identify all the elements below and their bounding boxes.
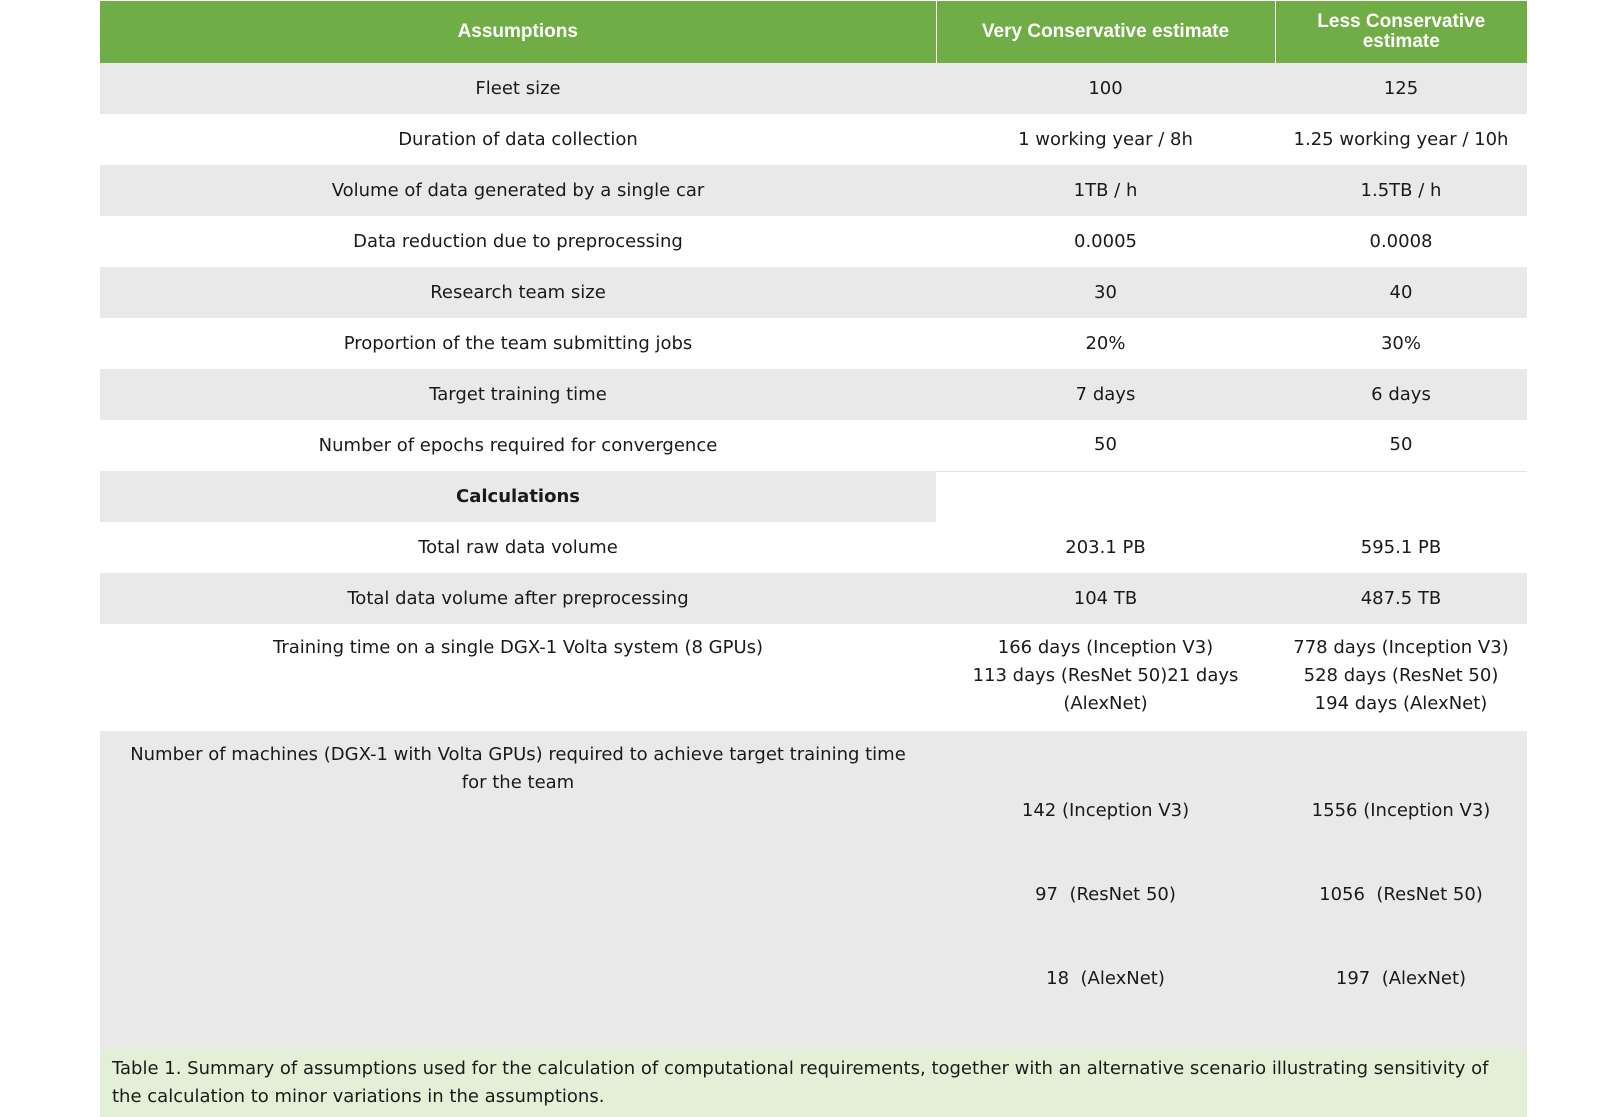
row-label: Number of epochs required for convergence [100, 420, 936, 471]
very-conservative-value: 1 working year / 8h [936, 114, 1275, 165]
table-row [100, 522, 1527, 573]
less-conservative-value: 595.1 PB [1275, 522, 1527, 573]
table-row [100, 369, 1527, 420]
assumptions-table [100, 1, 1527, 1049]
value-line: 142 (Inception V3) [1021, 800, 1190, 821]
table-row [100, 165, 1527, 216]
very-conservative-value: 0.0005 [936, 216, 1275, 267]
less-conservative-value: 487.5 TB [1275, 573, 1527, 624]
value-line: 197 (AlexNet) [1335, 968, 1467, 989]
row-label: Total raw data volume [100, 522, 936, 573]
value-line: 18 (AlexNet) [1046, 968, 1165, 989]
less-conservative-value: 1.25 working year / 10h [1275, 114, 1527, 165]
header-assumptions: Assumptions [100, 1, 936, 63]
summary-table-container [100, 1, 1527, 1117]
very-conservative-value: 1TB / h [936, 165, 1275, 216]
machines-row [100, 731, 1527, 1049]
value-line: (AlexNet) [1063, 693, 1148, 714]
value-line: 528 days (ResNet 50) [1303, 665, 1499, 686]
header-less-conservative: Less Conservative estimate [1275, 1, 1527, 63]
very-conservative-value [936, 624, 1275, 731]
very-conservative-value [936, 731, 1275, 1049]
calculations-blank-cell [936, 471, 1527, 522]
row-label: Duration of data collection [100, 114, 936, 165]
table-caption: Table 1. Summary of assumptions used for the calculation of computational requirements, together with an alternative scenario illustrating sensitivity of the calculation to minor variations in the assumptions. [100, 1049, 1527, 1117]
very-conservative-value: 20% [936, 318, 1275, 369]
very-conservative-value: 50 [936, 420, 1275, 471]
less-conservative-value: 40 [1275, 267, 1527, 318]
row-label: Proportion of the team submitting jobs [100, 318, 936, 369]
row-label: Number of machines (DGX-1 with Volta GPUs) required to achieve target training time for the team [100, 731, 936, 1049]
value-line: 166 days (Inception V3) [997, 637, 1214, 658]
less-conservative-value: 125 [1275, 63, 1527, 114]
table-row [100, 216, 1527, 267]
less-conservative-value [1275, 624, 1527, 731]
less-conservative-value: 30% [1275, 318, 1527, 369]
less-conservative-value: 50 [1275, 420, 1527, 471]
value-line: 778 days (Inception V3) [1293, 637, 1509, 658]
value-line: 1056 (ResNet 50) [1319, 884, 1483, 905]
row-label: Data reduction due to preprocessing [100, 216, 936, 267]
table-row [100, 318, 1527, 369]
very-conservative-value: 100 [936, 63, 1275, 114]
value-line: 194 days (AlexNet) [1314, 693, 1488, 714]
very-conservative-value: 7 days [936, 369, 1275, 420]
table-row [100, 114, 1527, 165]
table-row [100, 420, 1527, 471]
value-line: 1556 (Inception V3) [1311, 800, 1491, 821]
very-conservative-value: 203.1 PB [936, 522, 1275, 573]
value-line: 97 (ResNet 50) [1035, 884, 1176, 905]
less-conservative-value: 1.5TB / h [1275, 165, 1527, 216]
table-header-row [100, 1, 1527, 63]
calculations-section-row [100, 471, 1527, 522]
calculations-heading: Calculations [100, 471, 936, 522]
row-label: Target training time [100, 369, 936, 420]
table-row [100, 267, 1527, 318]
row-label: Volume of data generated by a single car [100, 165, 936, 216]
less-conservative-value: 0.0008 [1275, 216, 1527, 267]
less-conservative-value [1275, 731, 1527, 1049]
very-conservative-value: 30 [936, 267, 1275, 318]
less-conservative-value: 6 days [1275, 369, 1527, 420]
row-label: Fleet size [100, 63, 936, 114]
very-conservative-value: 104 TB [936, 573, 1275, 624]
training-time-row [100, 624, 1527, 731]
table-row [100, 573, 1527, 624]
row-label: Training time on a single DGX-1 Volta system (8 GPUs) [100, 624, 936, 731]
row-label: Total data volume after preprocessing [100, 573, 936, 624]
row-label: Research team size [100, 267, 936, 318]
header-very-conservative: Very Conservative estimate [936, 1, 1275, 63]
value-line: 113 days (ResNet 50)21 days [972, 665, 1239, 686]
table-row [100, 63, 1527, 114]
